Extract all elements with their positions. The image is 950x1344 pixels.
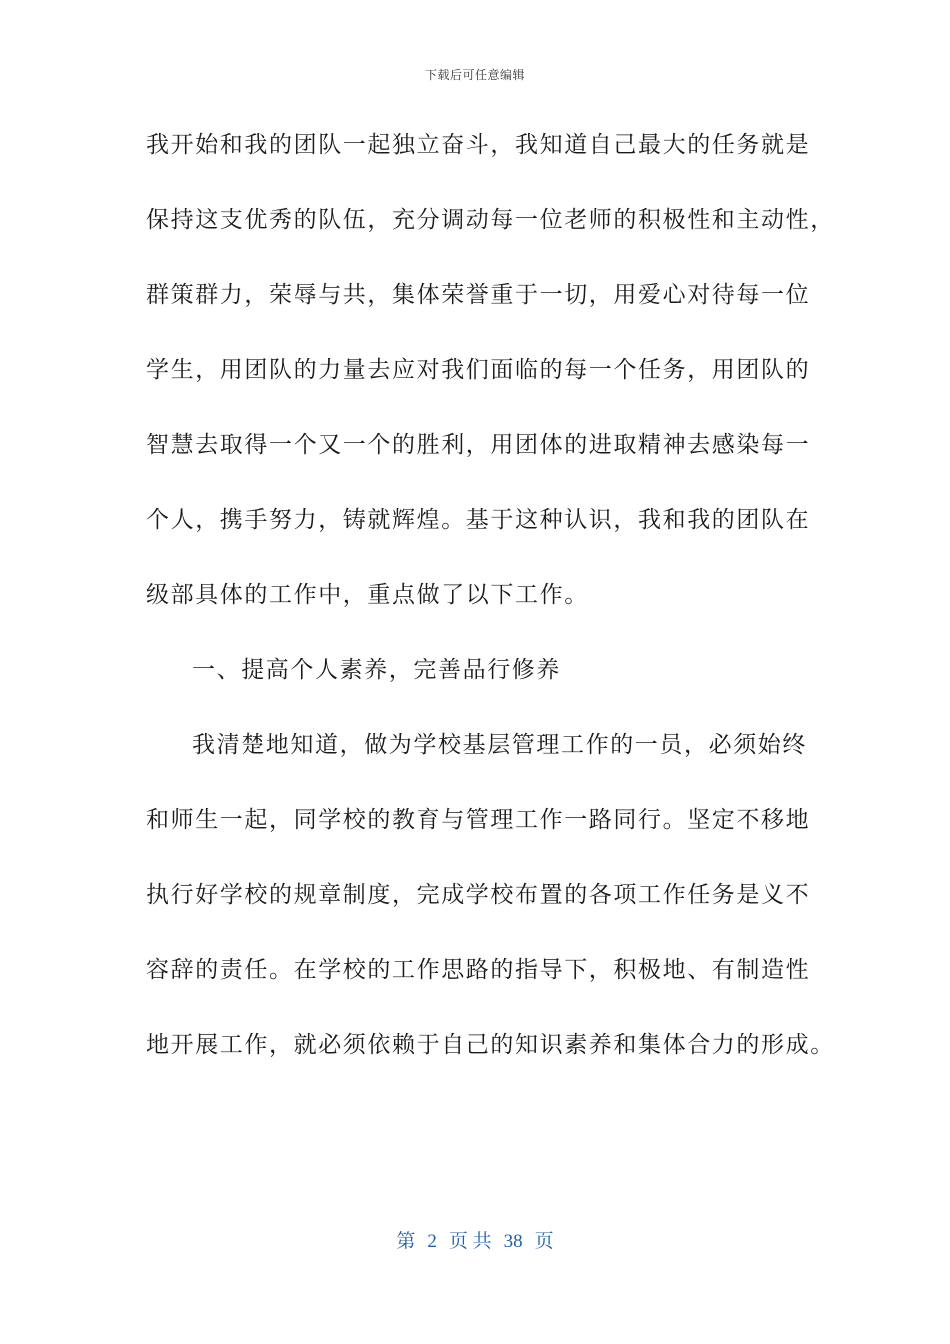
page-footer [0,1226,950,1253]
current-page-number: 2 [427,1231,437,1252]
text-line: 容辞的责任。在学校的工作思路的指导下，积极地、有制造性 [146,957,811,983]
text-line: 我清楚地知道，做为学校基层管理工作的一员，必须始终 [192,732,807,758]
section-heading: 一、提高个人素养，完善品行修养 [192,657,561,683]
text-line: 保持这支优秀的队伍，充分调动每一位老师的积极性和主动性， [146,207,835,233]
text-line: 我开始和我的团队一起独立奋斗，我知道自己最大的任务就是 [146,132,811,158]
footer-middle: 页 共 [448,1231,492,1252]
page-header-note: 下载后可任意编辑 [424,68,525,82]
text-line: 执行好学校的规章制度，完成学校布置的各项工作任务是义不 [146,882,811,908]
footer-suffix: 页 [534,1231,554,1252]
text-line: 智慧去取得一个又一个的胜利，用团体的进取精神去感染每一 [146,432,811,458]
text-line: 和师生一起，同学校的教育与管理工作一路同行。坚定不移地 [146,807,811,833]
total-page-count: 38 [503,1231,523,1252]
text-line: 级部具体的工作中，重点做了以下工作。 [146,582,589,608]
text-line: 地开展工作，就必须依赖于自己的知识素养和集体合力的形成。 [146,1032,835,1058]
text-line: 群策群力，荣辱与共，集体荣誉重于一切，用爱心对待每一位 [146,282,811,308]
text-line: 学生，用团队的力量去应对我们面临的每一个任务，用团队的 [146,357,811,383]
footer-prefix: 第 [396,1231,416,1252]
text-line: 个人，携手努力，铸就辉煌。基于这种认识，我和我的团队在 [146,507,811,533]
